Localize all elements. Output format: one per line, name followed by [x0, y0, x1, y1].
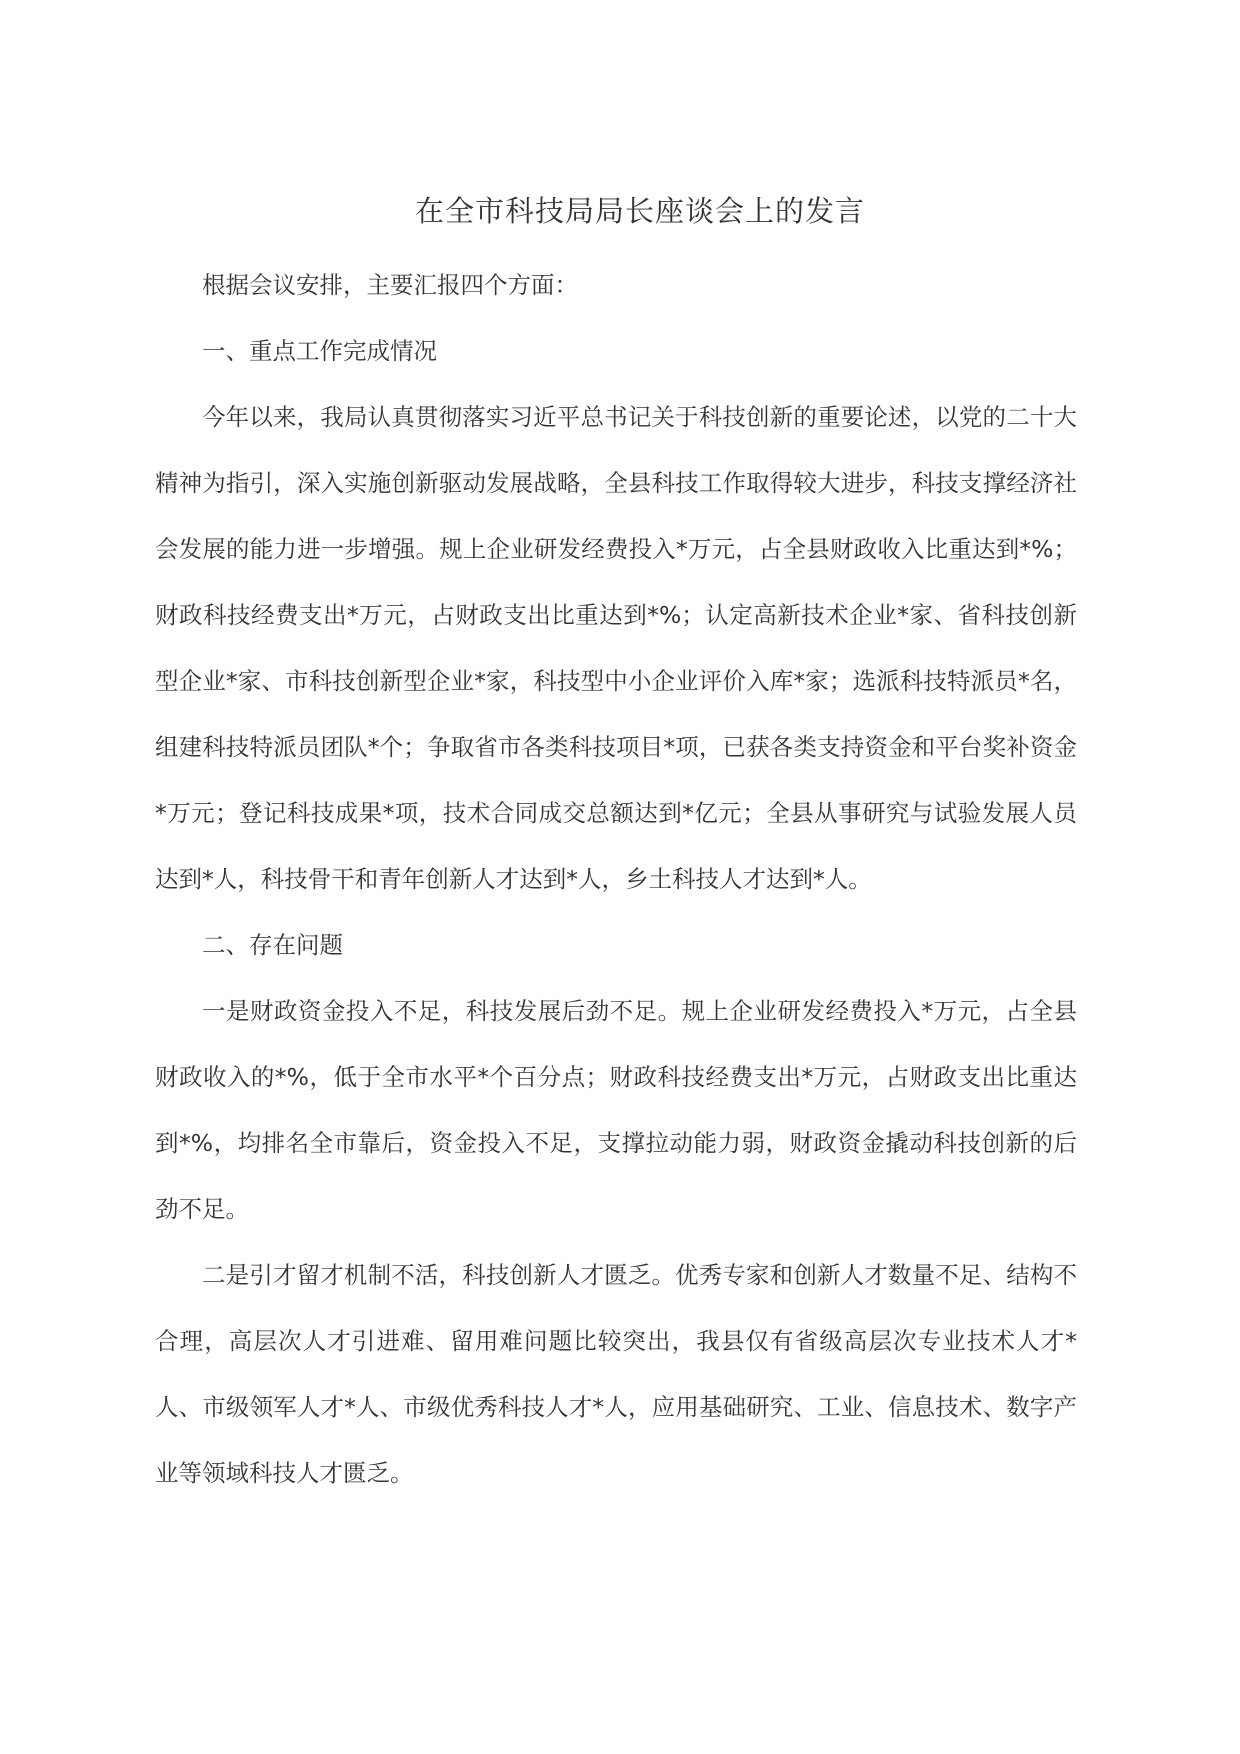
document-title: 在全市科技局局长座谈会上的发言 [414, 194, 865, 228]
intro-paragraph: 根据会议安排，主要汇报四个方面： [202, 271, 578, 299]
section-heading-2: 二、存在问题 [202, 931, 343, 959]
section-heading-1: 一、重点工作完成情况 [202, 337, 437, 365]
body-paragraph: 今年以来，我局认真贯彻落实习近平总书记关于科技创新的重要论述，以党的二十大精神为指引，深入实施创新驱动发展战略，全县科技工作取得较大进步，科技支撑经济社会发展的能力进一步增强。规上企业研发经费投入*万元，占全县财政收入比重达到*%；财政科技经费支出*万元，占财政支出比重达到*%；认定高新技术企业*家、省科技创新型企业*家、市科技创新型企业*家，科技型中小企业评价入库*家；选派科技特派员*名，组建科技特派员团队*个；争取省市各类科技项目*项，已获各类支持资金和平台奖补资金*万元；登记科技成果*项，技术合同成交总额达到*亿元；全县从事研究与试验发展人员达到*人，科技骨干和青年创新人才达到*人，乡土科技人才达到*人。 [155, 403, 1077, 893]
document-body [155, 252, 1077, 1506]
body-paragraph: 一是财政资金投入不足，科技发展后劲不足。规上企业研发经费投入*万元，占全县财政收入的*%，低于全市水平*个百分点；财政科技经费支出*万元，占财政支出比重达到*%，均排名全市靠后，资金投入不足，支撑拉动能力弱，财政资金撬动科技创新的后劲不足。 [155, 997, 1077, 1223]
body-paragraph: 二是引才留才机制不活，科技创新人才匮乏。优秀专家和创新人才数量不足、结构不合理，高层次人才引进难、留用难问题比较突出，我县仅有省级高层次专业技术人才*人、市级领军人才*人、市级优秀科技人才*人，应用基础研究、工业、信息技术、数字产业等领域科技人才匮乏。 [155, 1261, 1077, 1487]
